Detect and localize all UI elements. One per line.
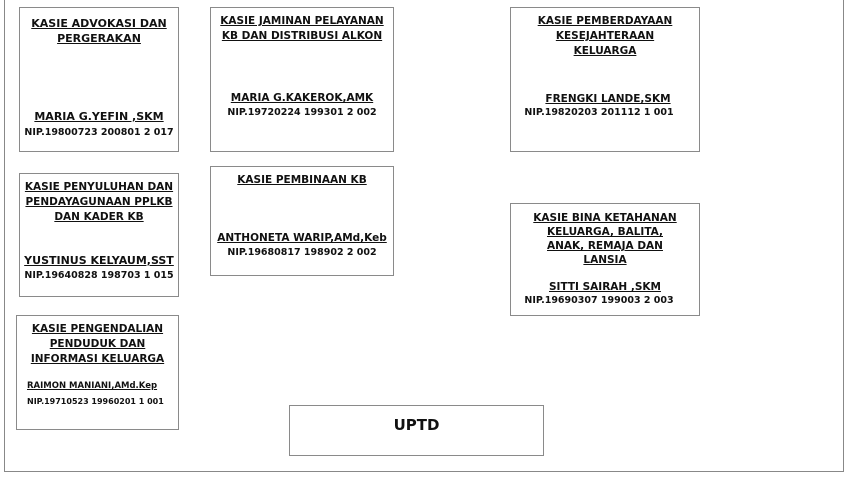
box-name: SITTI SAIRAH ,SKM (549, 281, 661, 293)
box-title: KASIE PEMBERDAYAAN KESEJAHTERAAN KELUARGA (537, 15, 673, 57)
uptd-label: UPTD (393, 416, 440, 434)
box-name: MARIA G.KAKEROK,AMK (230, 92, 374, 104)
box-nip: NIP.19800723 200801 2 017 (24, 127, 174, 138)
box-nip: NIP.19720224 199301 2 002 (227, 107, 377, 118)
org-box-advokasi (19, 7, 179, 152)
box-name: RAIMON MANIANI,AMd.Kep (27, 381, 158, 391)
org-box-pemberdayaan (510, 7, 700, 152)
org-box-pembinaan-kb (210, 166, 394, 276)
org-box-penyuluhan (19, 173, 179, 297)
box-title: KASIE JAMINAN PELAYANAN KB DAN DISTRIBUSI ALKON (220, 15, 384, 42)
box-name: FRENGKI LANDE,SKM (545, 93, 671, 105)
org-box-jaminan-pelayanan (210, 7, 394, 152)
box-title: KASIE ADVOKASI DAN PERGERAKAN (31, 17, 167, 45)
box-name: MARIA G.YEFIN ,SKM (34, 110, 164, 123)
box-nip: NIP.19690307 199003 2 003 (524, 295, 674, 306)
box-nip: NIP.19710523 19960201 1 001 (27, 397, 164, 406)
box-name: YUSTINUS KELYAUM,SST (24, 254, 174, 267)
box-title: KASIE PENYULUHAN DAN PENDAYAGUNAAN PPLKB DAN KADER KB (24, 181, 174, 223)
box-title: KASIE PENGENDALIAN PENDUDUK DAN INFORMASI KELUARGA (30, 323, 165, 365)
box-nip: NIP.19820203 201112 1 001 (524, 107, 674, 118)
box-nip: NIP.19640828 198703 1 015 (24, 270, 174, 281)
box-name: ANTHONETA WARIP,AMd,Keb (217, 232, 387, 244)
org-box-uptd (289, 405, 544, 456)
org-box-pengendalian-penduduk (16, 315, 179, 430)
box-title: KASIE PEMBINAAN KB (237, 174, 367, 186)
org-box-bina-ketahanan (510, 203, 700, 316)
box-nip: NIP.19680817 198902 2 002 (227, 247, 377, 258)
box-title: KASIE BINA KETAHANAN KELUARGA, BALITA, ANAK, REMAJA DAN LANSIA (533, 212, 677, 266)
